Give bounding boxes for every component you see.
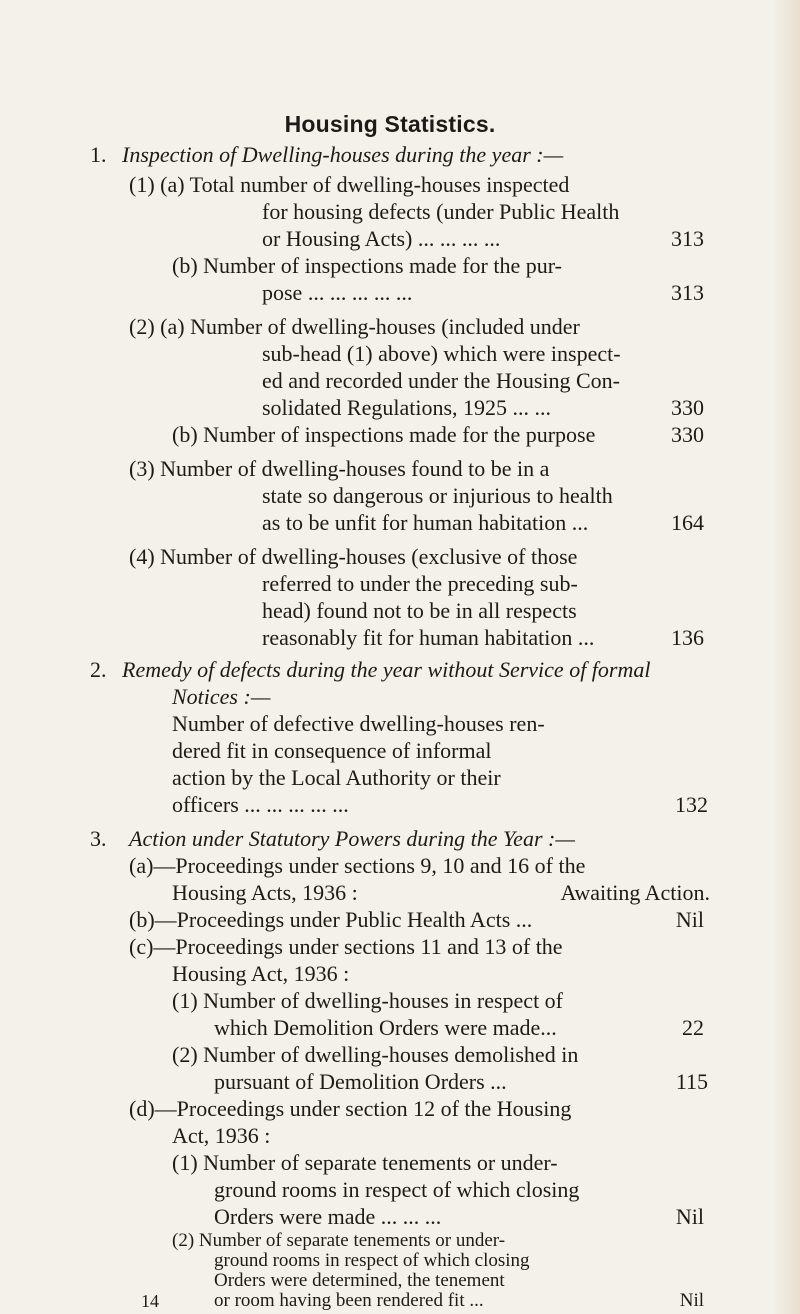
section-2-heading-line-2: Notices :— [172,684,271,709]
item-3c2-line-2: pursuant of Demolition Orders ... [214,1069,507,1094]
item-3-line-1: (3) Number of dwelling-houses found to be in a [129,456,550,481]
section-1-heading: Inspection of Dwelling-houses during the year :— [122,142,564,167]
item-3a-line-1: (a)—Proceedings under sections 9, 10 and 16 of the [129,853,586,878]
item-1a-line-2: for housing defects (under Public Health [262,199,620,224]
section-2-heading-line-1: Remedy of defects during the year without Service of formal [122,657,651,682]
item-3c-line-2: Housing Act, 1936 : [172,961,350,986]
item-4-value: 136 [671,625,704,650]
item-3d1-line-2: ground rooms in respect of which closing [214,1177,580,1202]
section-number-1: 1. [90,142,107,167]
item-3c-line-1: (c)—Proceedings under sections 11 and 13 of the [129,934,563,959]
section-2-line-3: action by the Local Authority or their [172,765,501,790]
item-3b-line-1: (b)—Proceedings under Public Health Acts ... [129,907,533,932]
item-3d2-value: Nil [679,1290,704,1311]
item-3a-line-2: Housing Acts, 1936 : [172,880,358,905]
item-4-line-4: reasonably fit for human habitation ... [262,625,595,650]
section-2-value: 132 [675,792,708,817]
item-3d-line-2: Act, 1936 : [172,1123,271,1148]
item-1b-line-2: pose ... ... ... ... ... [262,280,413,305]
section-2-line-2: dered fit in consequence of informal [172,738,492,763]
section-2-line-1: Number of defective dwelling-houses ren- [172,711,545,736]
item-3d2-line-2: ground rooms in respect of which closing [214,1250,530,1271]
page-number: 14 [141,1291,159,1311]
item-1b-line-1: (b) Number of inspections made for the pur- [172,253,562,278]
item-3-value: 164 [671,510,704,535]
section-number-3: 3. [90,826,107,851]
item-3c1-line-2: which Demolition Orders were made... [214,1015,557,1040]
section-3-heading: Action under Statutory Powers during the Year :— [129,826,575,851]
item-3d1-line-1: (1) Number of separate tenements or under- [172,1150,558,1175]
section-number-2: 2. [90,657,107,682]
item-3d2-line-1: (2) Number of separate tenements or under- [172,1230,506,1251]
item-1a-line-1: (1) (a) Total number of dwelling-houses inspected [129,172,570,197]
item-3d2-line-4: or room having been rendered fit ... [214,1290,484,1311]
item-1b-value: 313 [671,280,704,305]
item-3c2-value: 115 [675,1069,708,1094]
item-3d-line-1: (d)—Proceedings under section 12 of the Housing [129,1096,572,1121]
item-1a-value: 313 [671,226,704,251]
item-4-line-2: referred to under the preceding sub- [262,571,578,596]
item-3d2-line-3: Orders were determined, the tenement [214,1270,505,1291]
item-4-line-1: (4) Number of dwelling-houses (exclusive of those [129,544,578,569]
item-3c1-value: 22 [682,1015,704,1040]
item-3-line-2: state so dangerous or injurious to health [262,483,613,508]
item-1a-line-3: or Housing Acts) ... ... ... ... [262,226,501,251]
item-2a-line-1: (2) (a) Number of dwelling-houses (included under [129,314,580,339]
item-3d1-line-3: Orders were made ... ... ... [214,1204,442,1229]
item-3c1-line-1: (1) Number of dwelling-houses in respect of [172,988,564,1013]
item-3c2-line-1: (2) Number of dwelling-houses demolished in [172,1042,579,1067]
item-3d1-value: Nil [675,1204,704,1229]
section-2-line-4: officers ... ... ... ... ... [172,792,349,817]
item-2a-line-2: sub-head (1) above) which were inspect- [262,341,621,366]
item-4-line-3: head) found not to be in all respects [262,598,577,623]
item-3-line-3: as to be unfit for human habitation ... [262,510,589,535]
item-2a-line-4: solidated Regulations, 1925 ... ... [262,395,552,420]
item-2a-value: 330 [671,395,704,420]
page-title: Housing Statistics. [284,111,496,137]
item-2b-line-1: (b) Number of inspections made for the purpose [172,422,596,447]
item-3a-value: Awaiting Action. [560,880,710,905]
item-3b-value: Nil [675,907,704,932]
page-edge-shadow [772,0,800,1314]
item-2b-value: 330 [671,422,704,447]
item-2a-line-3: ed and recorded under the Housing Con- [262,368,621,393]
